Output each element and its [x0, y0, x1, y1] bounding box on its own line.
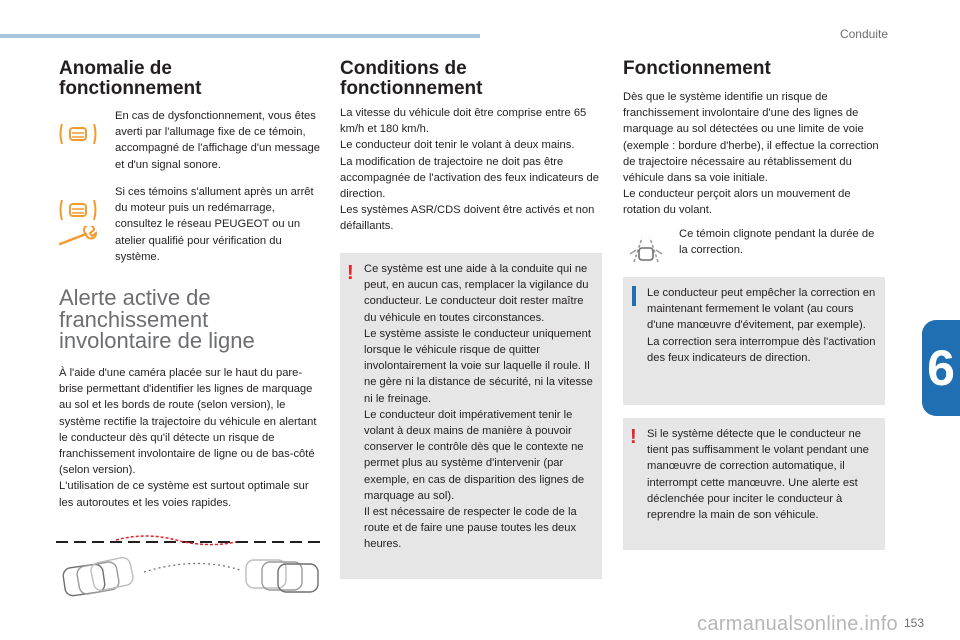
lane-departure-illustration	[56, 534, 322, 602]
operation-lamp-text: Ce témoin clignote pendant la durée de la correction.	[679, 228, 875, 257]
warning-icon: !	[347, 262, 354, 284]
malfunction-title: Anomalie de fonctionnement	[59, 58, 202, 99]
conditions-title: Conditions de fonctionnement	[340, 58, 483, 99]
section-label: Conduite	[839, 27, 888, 41]
lane-alert-body: À l'aide d'une caméra placée sur le haut du pare-brise permettant d'identifier les lignes de marquage au sol et les bords de route (selon version), le système rectifie la trajectoire du véhicule en alertant le conducteur dès qu'il détecte un risque de franchissement involontaire de ligne ou de bas-côté (selon version). L'utilisation de ce système est surtout optimale sur les autoroutes et les voies rapides.	[59, 367, 317, 509]
page-number: 153	[903, 616, 924, 630]
warning-text: Ce système est une aide à la conduite qui ne peut, en aucun cas, remplacer la vigilance du conducteur. Le conducteur doit rester maître du véhicule en toutes circonstances. Le système assiste le conducteur uniquement lorsque le véhicule risque de quitter involontairement la voie sur laquelle il roule. Il ne gère ni la distance de sécurité, ni la vitesse ni le freinage. Le conducteur doit impérativement tenir le volant à deux mains de manière à pouvoir conserver le contrôle dès que le contexte ne permet plus au système d'intervenir (par exemple, en cas de disparition des lignes de marquage au sol). Il est nécessaire de respecter le code de la route et de faire une pause toutes les deux heures.	[364, 263, 593, 551]
info-box	[623, 277, 885, 405]
warning-box	[340, 253, 602, 579]
lane-keep-active-icon	[626, 234, 666, 266]
lane-alert-heading: Alerte active de franchissement involontaire de ligne	[59, 285, 255, 353]
warning-icon: !	[630, 426, 637, 448]
warning-text: Si le système détecte que le conducteur ne tient pas suffisamment le volant pendant une manœuvre de correction automatique, il interrompt cette manœuvre. Une alerte est déclenchée pour inciter le conducteur à reprendre la main de son véhicule.	[647, 428, 869, 522]
wrench-icon	[56, 226, 100, 248]
info-text: Le conducteur peut empêcher la correction en maintenant fermement le volant (au cours d'une manœuvre d'évitement, par exemple). La correction sera interrompue dès l'activation des feux indicateurs de direction.	[647, 287, 876, 364]
conditions-body: La vitesse du véhicule doit être comprise entre 65 km/h et 180 km/h. Le conducteur doit tenir le volant à deux mains. La modification de trajectoire ne doit pas être accompagnée de l'activation des feux indicateurs de direction. Les systèmes ASR/CDS doivent être activés et non défaillants.	[340, 107, 599, 233]
malfunction-para-1: En cas de dysfonctionnement, vous êtes averti par l'allumage fixe de ce témoin, accompagné de l'affichage d'un message et d'un signal sonore.	[115, 110, 320, 171]
header-rule	[0, 34, 480, 38]
watermark: carmanualsonline.info	[697, 613, 898, 635]
operation-title: Fonctionnement	[623, 58, 771, 79]
lane-keep-warning-icon	[58, 120, 98, 148]
chapter-tab: 6	[922, 320, 960, 416]
malfunction-para-2: Si ces témoins s'allument après un arrêt du moteur puis un redémarrage, consultez le réseau PEUGEOT ou un atelier qualifié pour vérification du système.	[115, 186, 314, 263]
info-icon	[632, 286, 636, 306]
lane-keep-warning-icon	[58, 196, 98, 224]
operation-body: Dès que le système identifie un risque de franchissement involontaire d'une des lignes de marquage au sol détectées ou une limite de voie (exemple : bordure d'herbe), il effectue la correction de trajectoire nécessaire au rétablissement du véhicule dans sa voie initiale. Le conducteur perçoit alors un mouvement de rotation du volant.	[623, 91, 879, 217]
warning-box	[623, 418, 885, 550]
